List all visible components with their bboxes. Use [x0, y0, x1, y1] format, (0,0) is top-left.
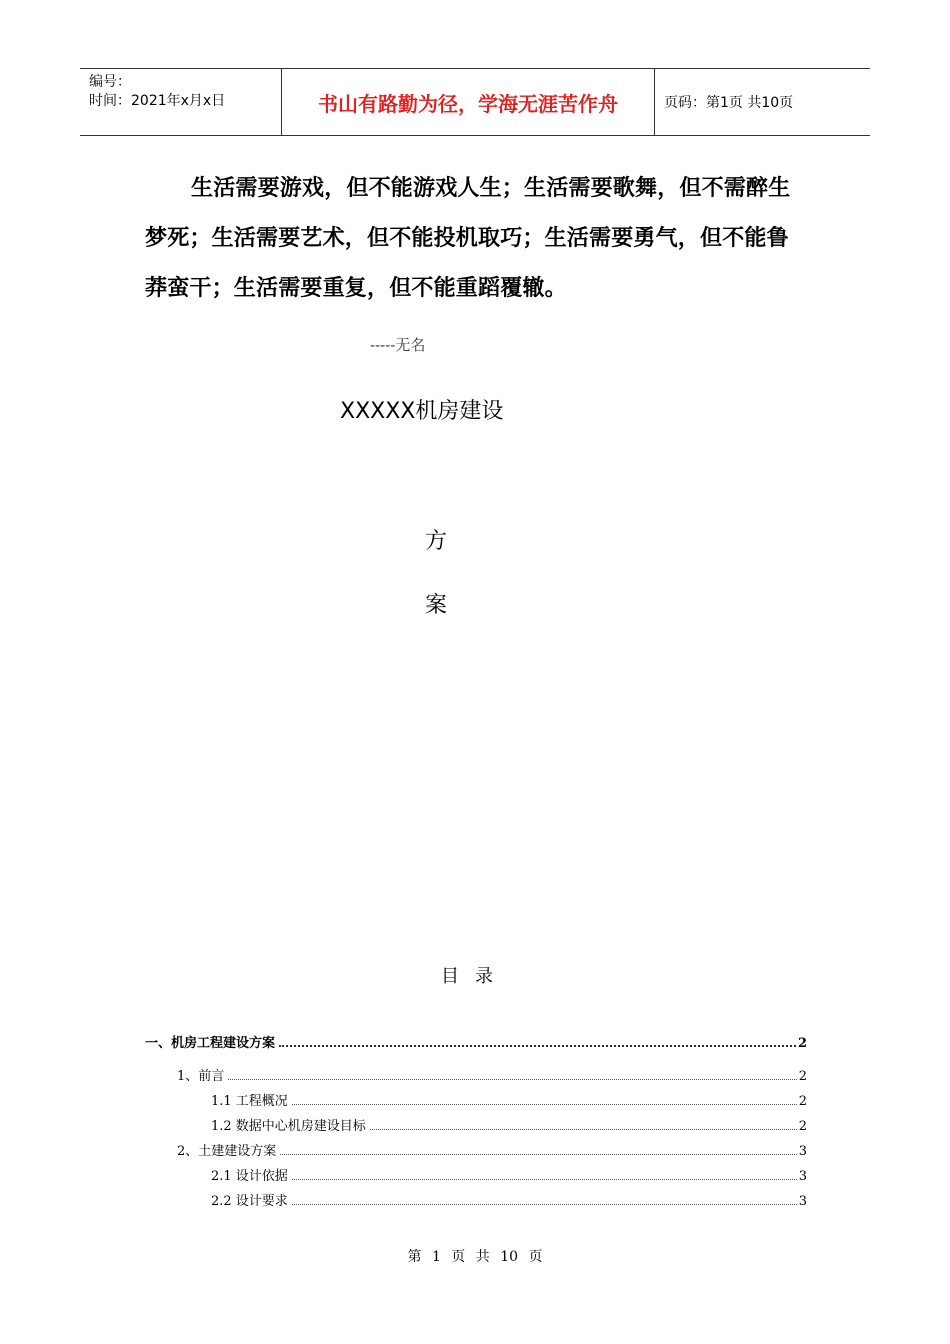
toc-entry-label: 1.1 工程概况 [211, 1094, 288, 1109]
toc-entry-label: 2、土建建设方案 [177, 1144, 277, 1159]
quote-author: -----无名 [370, 336, 426, 354]
toc-leader [292, 1179, 797, 1180]
toc-entry-page: 2 [798, 1094, 807, 1109]
toc-entry[interactable] [145, 1190, 807, 1215]
title-char-2: 案 [425, 593, 448, 618]
toc-entry[interactable] [145, 1032, 807, 1065]
page-footer: 第 1 页 共 10 页 [407, 1249, 543, 1265]
document-title: XXXXX机房建设 [340, 399, 504, 424]
toc-leader [228, 1079, 796, 1080]
toc-entry[interactable] [145, 1140, 807, 1165]
toc-entry[interactable] [145, 1090, 807, 1115]
toc-heading: 目录 [441, 966, 509, 987]
toc-entry-label: 1、前言 [177, 1069, 225, 1084]
toc-entry-label: 一、机房工程建设方案 [145, 1036, 276, 1051]
toc-leader [370, 1129, 797, 1130]
title-char-1: 方 [425, 529, 448, 554]
toc-entry-label: 2.2 设计要求 [211, 1194, 288, 1209]
toc-entry-page: 3 [798, 1194, 807, 1209]
time-label: 时间：2021年x月x日 [89, 93, 226, 109]
toc-entry-page: 3 [798, 1169, 807, 1184]
toc-entry[interactable] [145, 1165, 807, 1190]
toc-leader [280, 1154, 796, 1155]
toc-entry-page: 3 [798, 1144, 807, 1159]
toc-entry-page: 2 [797, 1036, 807, 1051]
toc-entry[interactable] [145, 1115, 807, 1140]
header-page-info: 页码：第1页 共10页 [664, 95, 794, 111]
quote-text: 生活需要游戏，但不能游戏人生；生活需要歌舞，但不需醉生梦死；生活需要艺术，但不能投机取巧；生活需要勇气，但不能鲁莽蛮干；生活需要重复，但不能重蹈覆辙。 [145, 176, 791, 301]
toc-leader [279, 1045, 796, 1047]
toc-leader [292, 1204, 797, 1205]
toc-entry-page: 2 [798, 1069, 807, 1084]
document-header [80, 68, 870, 136]
toc-entry-label: 2.1 设计依据 [211, 1169, 288, 1184]
toc-leader [292, 1104, 797, 1105]
number-label: 编号： [89, 74, 131, 90]
header-meta [80, 69, 282, 135]
toc-entry-page: 2 [798, 1119, 807, 1134]
header-motto: 书山有路勤为径，学海无涯苦作舟 [282, 69, 655, 135]
toc-entry-label: 1.2 数据中心机房建设目标 [211, 1119, 366, 1134]
toc-entry[interactable] [145, 1065, 807, 1090]
table-of-contents [145, 1032, 807, 1215]
